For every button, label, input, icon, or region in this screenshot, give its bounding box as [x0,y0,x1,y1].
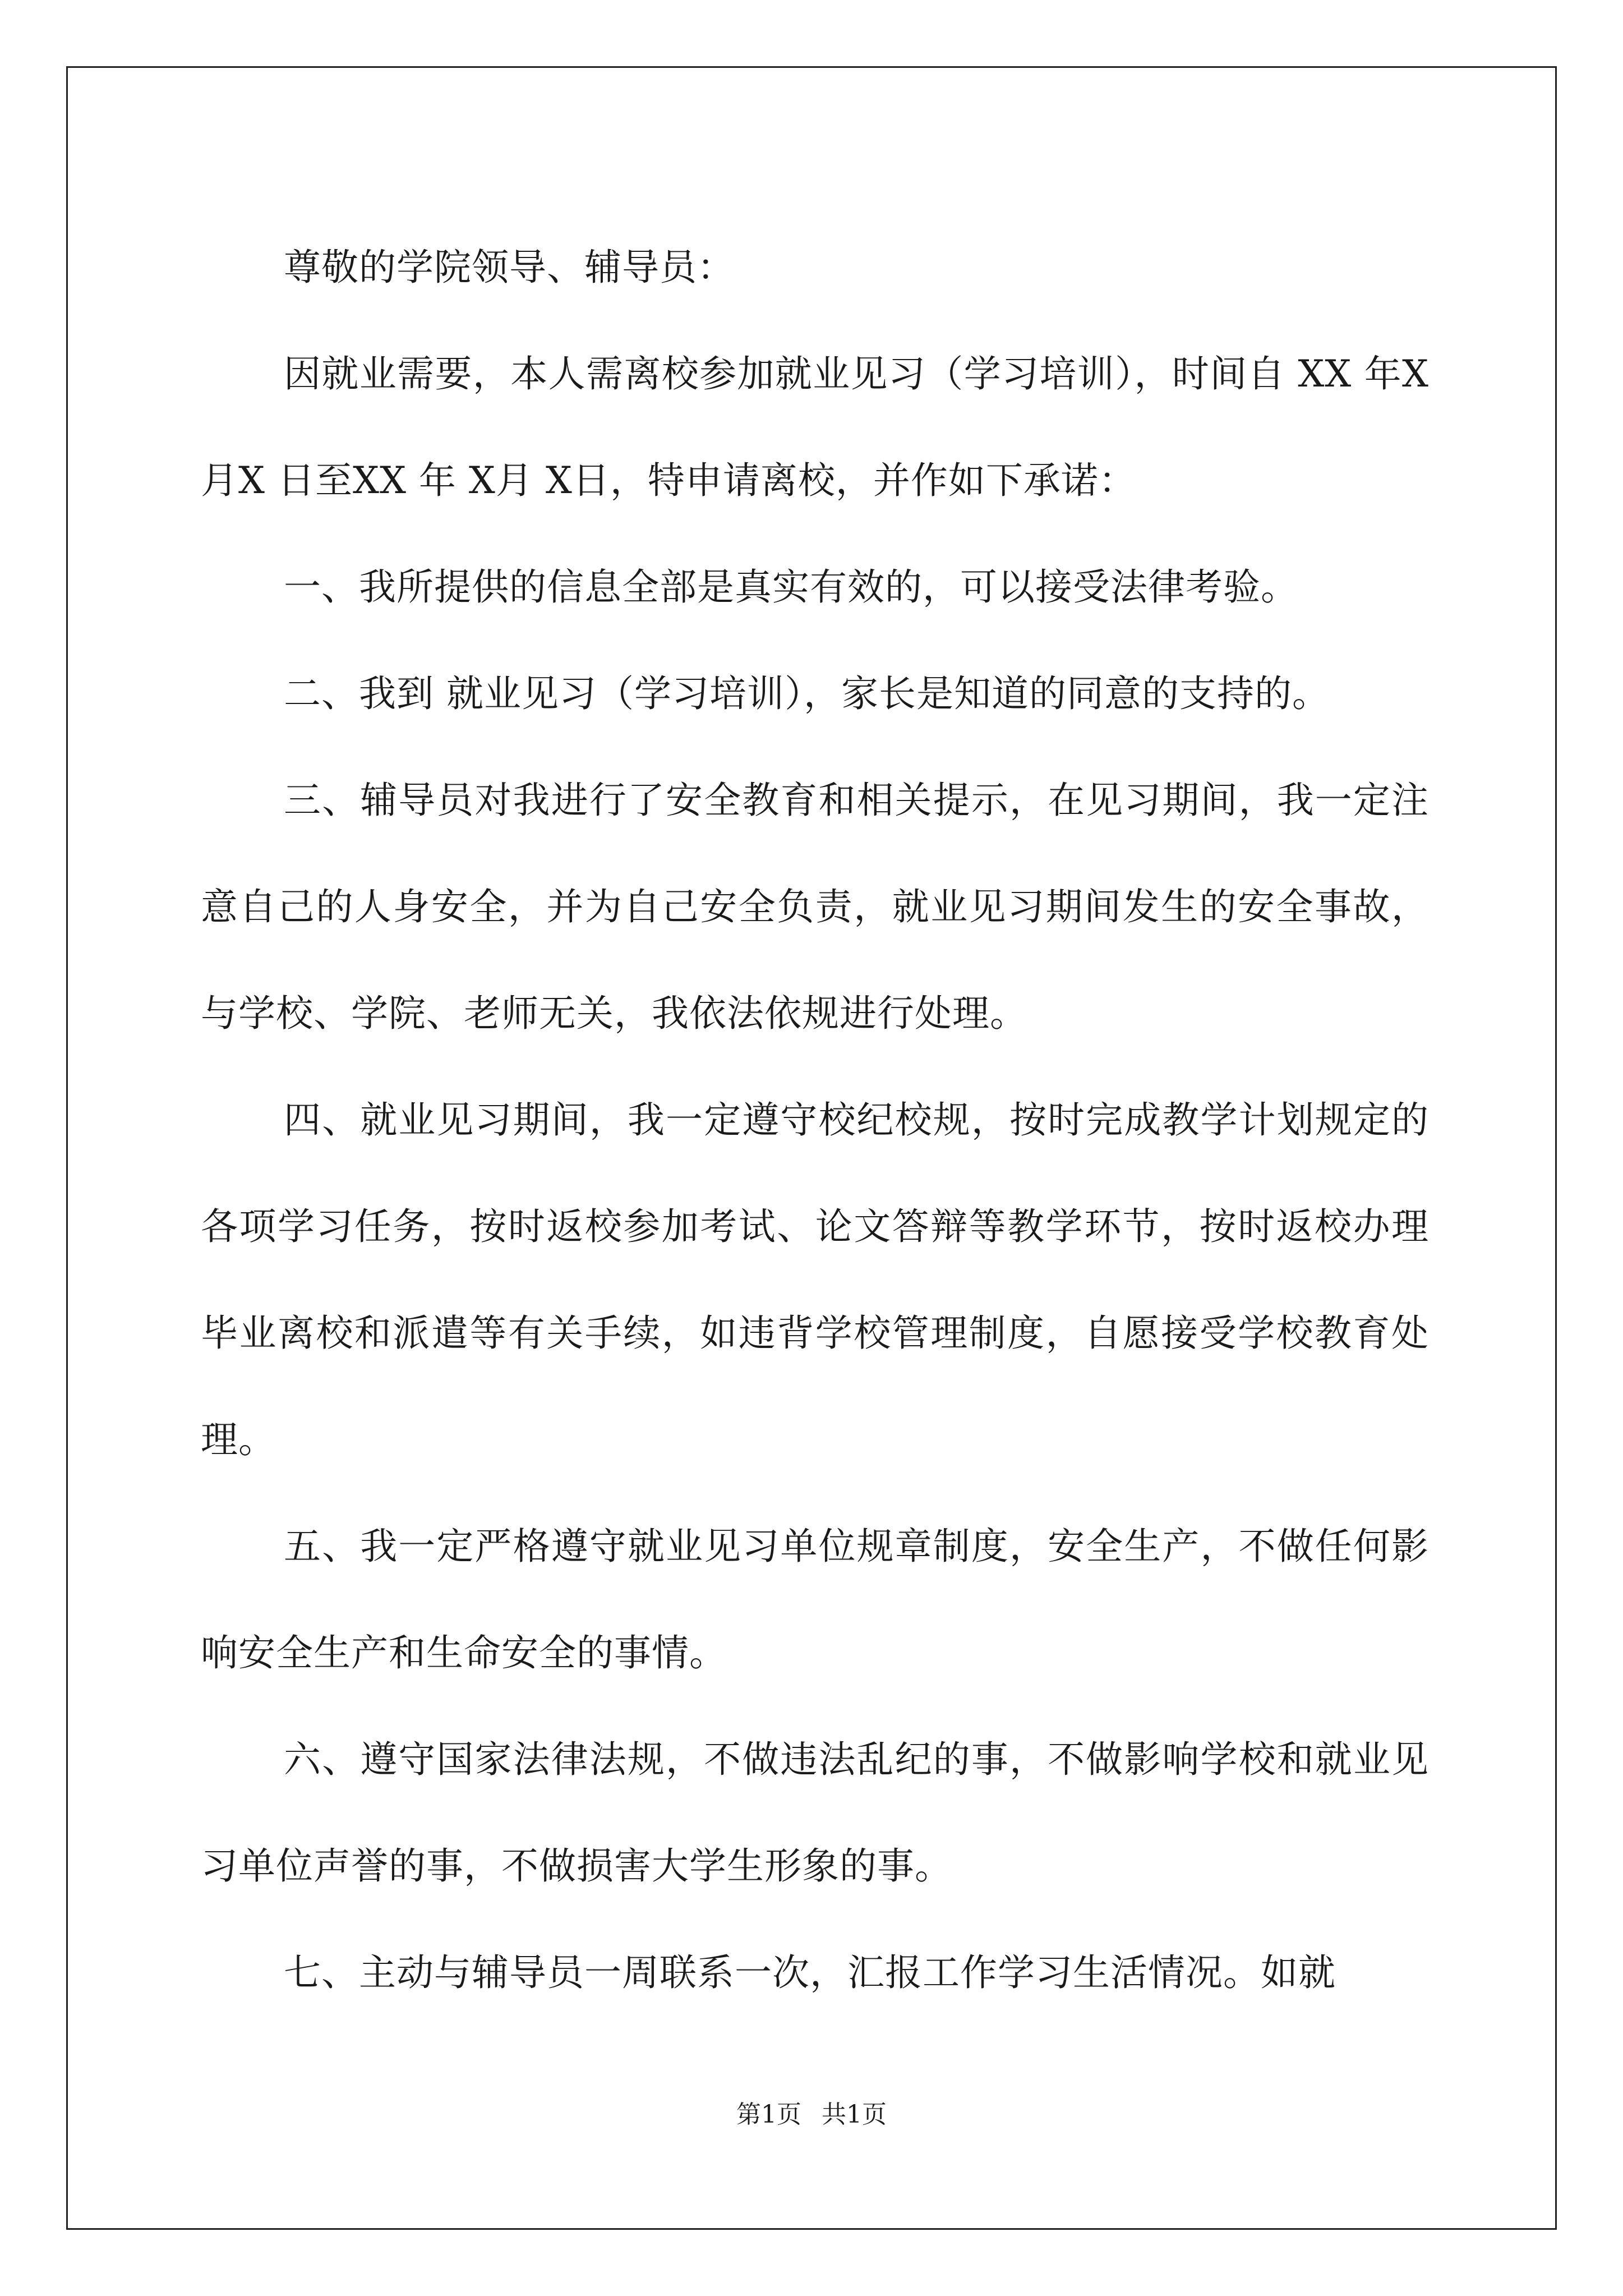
page-footer [0,2098,1623,2132]
paragraph-item-7: 七、主动与辅导员一周联系一次，汇报工作学习生活情况。如就 [284,1951,1336,1994]
page-number: 第1页 [736,2100,801,2129]
paragraph-item-6: 六、遵守国家法律法规，不做违法乱纪的事，不做影响学校和就业见习单位声誉的事，不做损害大学生形象的事。 [201,1738,1429,1888]
salutation: 尊敬的学院领导、辅导员： [284,246,735,289]
paragraph-item-3: 三、辅导员对我进行了安全教育和相关提示，在见习期间，我一定注意自己的人身安全，并为自己安全负责，就业见习期间发生的安全事故，与学校、学院、老师无关，我依法依规进行处理。 [201,779,1429,1035]
page-total: 共1页 [822,2100,887,2129]
paragraph-intro: 因就业需要，本人需离校参加就业见习（学习培训），时间自 XX 年X 月X 日至XX 年 X月 X日，特申请离校，并作如下承诺： [201,352,1429,502]
paragraph-item-2: 二、我到 就业见习（学习培训），家长是知道的同意的支持的。 [284,672,1330,715]
paragraph-item-4: 四、就业见习期间，我一定遵守校纪校规，按时完成教学计划规定的各项学习任务，按时返校参加考试、论文答辩等教学环节，按时返校办理毕业离校和派遣等有关手续，如违背学校管理制度，自愿接受学校教育处理。 [201,1098,1429,1461]
paragraph-item-1: 一、我所提供的信息全部是真实有效的，可以接受法律考验。 [284,565,1298,609]
paragraph-item-5: 五、我一定严格遵守就业见习单位规章制度，安全生产，不做任何影响安全生产和生命安全的事情。 [201,1525,1429,1674]
document-body [201,214,1429,2026]
